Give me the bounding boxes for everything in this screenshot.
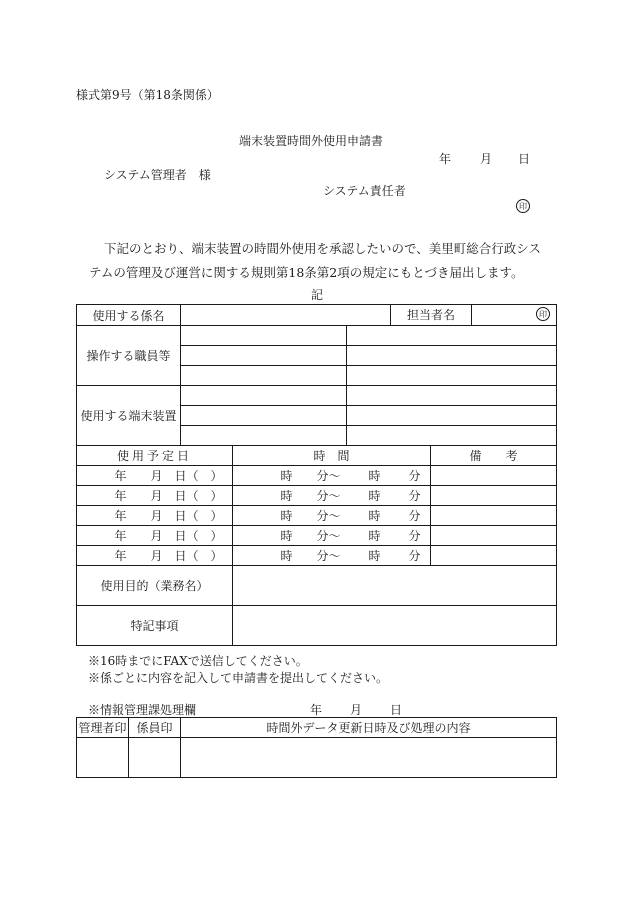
office-section-title: ※情報管理課処理欄: [88, 703, 197, 717]
purpose-input[interactable]: [233, 566, 557, 606]
staff-cell[interactable]: [181, 326, 347, 346]
table-row: [77, 718, 557, 738]
table-row: [77, 446, 557, 466]
table-row: [77, 486, 557, 506]
form-number: 様式第9号（第18条関係）: [76, 88, 219, 102]
table-row: [77, 466, 557, 486]
schedule-time-cell[interactable]: 時 分～ 時 分: [233, 526, 431, 546]
office-date-month: 月: [350, 703, 363, 717]
requester-label: システム責任者: [323, 184, 406, 198]
terminal-cell[interactable]: [181, 386, 347, 406]
schedule-date-cell[interactable]: 年 月 日（ ）: [77, 506, 233, 526]
staff-cell[interactable]: [347, 346, 557, 366]
schedule-time-cell[interactable]: 時 分～ 時 分: [233, 546, 431, 566]
table-row: [77, 566, 557, 606]
dept-input[interactable]: [181, 305, 391, 326]
notes-label: 特記事項: [77, 606, 233, 646]
terminal-cell[interactable]: [347, 406, 557, 426]
ki-label: 記: [311, 288, 324, 302]
date-year-label: 年: [439, 152, 452, 166]
terminal-label: 使用する端末装置: [77, 386, 181, 446]
office-date-day: 日: [390, 703, 403, 717]
note-fax: ※16時までにFAXで送信してください。: [88, 654, 308, 668]
schedule-date-cell[interactable]: 年 月 日（ ）: [77, 486, 233, 506]
terminal-cell[interactable]: [181, 406, 347, 426]
staff-label: 操作する職員等: [77, 326, 181, 386]
terminal-cell[interactable]: [347, 386, 557, 406]
date-month-label: 月: [480, 152, 493, 166]
schedule-time-cell[interactable]: 時 分～ 時 分: [233, 486, 431, 506]
staff-cell[interactable]: [181, 366, 347, 386]
body-text-line-2: テムの管理及び運営に関する規則第18条第2項の規定にもとづき届出します。: [89, 265, 524, 280]
schedule-date-cell[interactable]: 年 月 日（ ）: [77, 466, 233, 486]
requester-seal: 印: [516, 199, 530, 213]
office-date-year: 年: [310, 703, 323, 717]
table-row: [77, 386, 557, 406]
table-row: [77, 526, 557, 546]
staff-cell[interactable]: [347, 366, 557, 386]
dept-label: 使用する係名: [77, 305, 181, 326]
table-row: [77, 738, 557, 778]
content-box[interactable]: [181, 738, 557, 778]
terminal-cell[interactable]: [181, 426, 347, 446]
time-header: 時 間: [233, 446, 431, 466]
table-row: [77, 546, 557, 566]
notes-input[interactable]: [233, 606, 557, 646]
schedule-remarks-cell[interactable]: [431, 486, 557, 506]
schedule-time-cell[interactable]: 時 分～ 時 分: [233, 506, 431, 526]
table-row: [77, 606, 557, 646]
person-seal: 印: [536, 307, 550, 321]
staff-seal-label: 係員印: [129, 718, 181, 738]
office-table: [76, 717, 557, 778]
schedule-remarks-cell[interactable]: [431, 526, 557, 546]
table-row: [77, 305, 557, 326]
addressee: システム管理者 様: [104, 168, 211, 182]
purpose-label: 使用目的（業務名）: [77, 566, 233, 606]
form-title: 端末装置時間外使用申請書: [239, 134, 384, 148]
terminal-cell[interactable]: [347, 426, 557, 446]
schedule-remarks-cell[interactable]: [431, 546, 557, 566]
manager-seal-label: 管理者印: [77, 718, 129, 738]
person-label: 担当者名: [391, 305, 472, 325]
date-day-label: 日: [518, 152, 531, 166]
body-text-line-1: 下記のとおり、端末装置の時間外使用を承認したいので、美里町総合行政シス: [104, 241, 541, 256]
schedule-date-cell[interactable]: 年 月 日（ ）: [77, 546, 233, 566]
manager-seal-box[interactable]: [77, 738, 129, 778]
application-table: [76, 304, 557, 646]
schedule-remarks-cell[interactable]: [431, 506, 557, 526]
staff-cell[interactable]: [181, 346, 347, 366]
note-submit: ※係ごとに内容を記入して申請書を提出してください。: [88, 671, 389, 685]
schedule-header: 使用予定日: [77, 446, 233, 466]
schedule-remarks-cell[interactable]: [431, 466, 557, 486]
schedule-date-cell[interactable]: 年 月 日（ ）: [77, 526, 233, 546]
remarks-header: 備 考: [431, 446, 557, 466]
staff-seal-box[interactable]: [129, 738, 181, 778]
table-row: [77, 326, 557, 346]
schedule-time-cell[interactable]: 時 分～ 時 分: [233, 466, 431, 486]
staff-cell[interactable]: [347, 326, 557, 346]
table-row: [77, 506, 557, 526]
content-label: 時間外データ更新日時及び処理の内容: [181, 718, 557, 738]
